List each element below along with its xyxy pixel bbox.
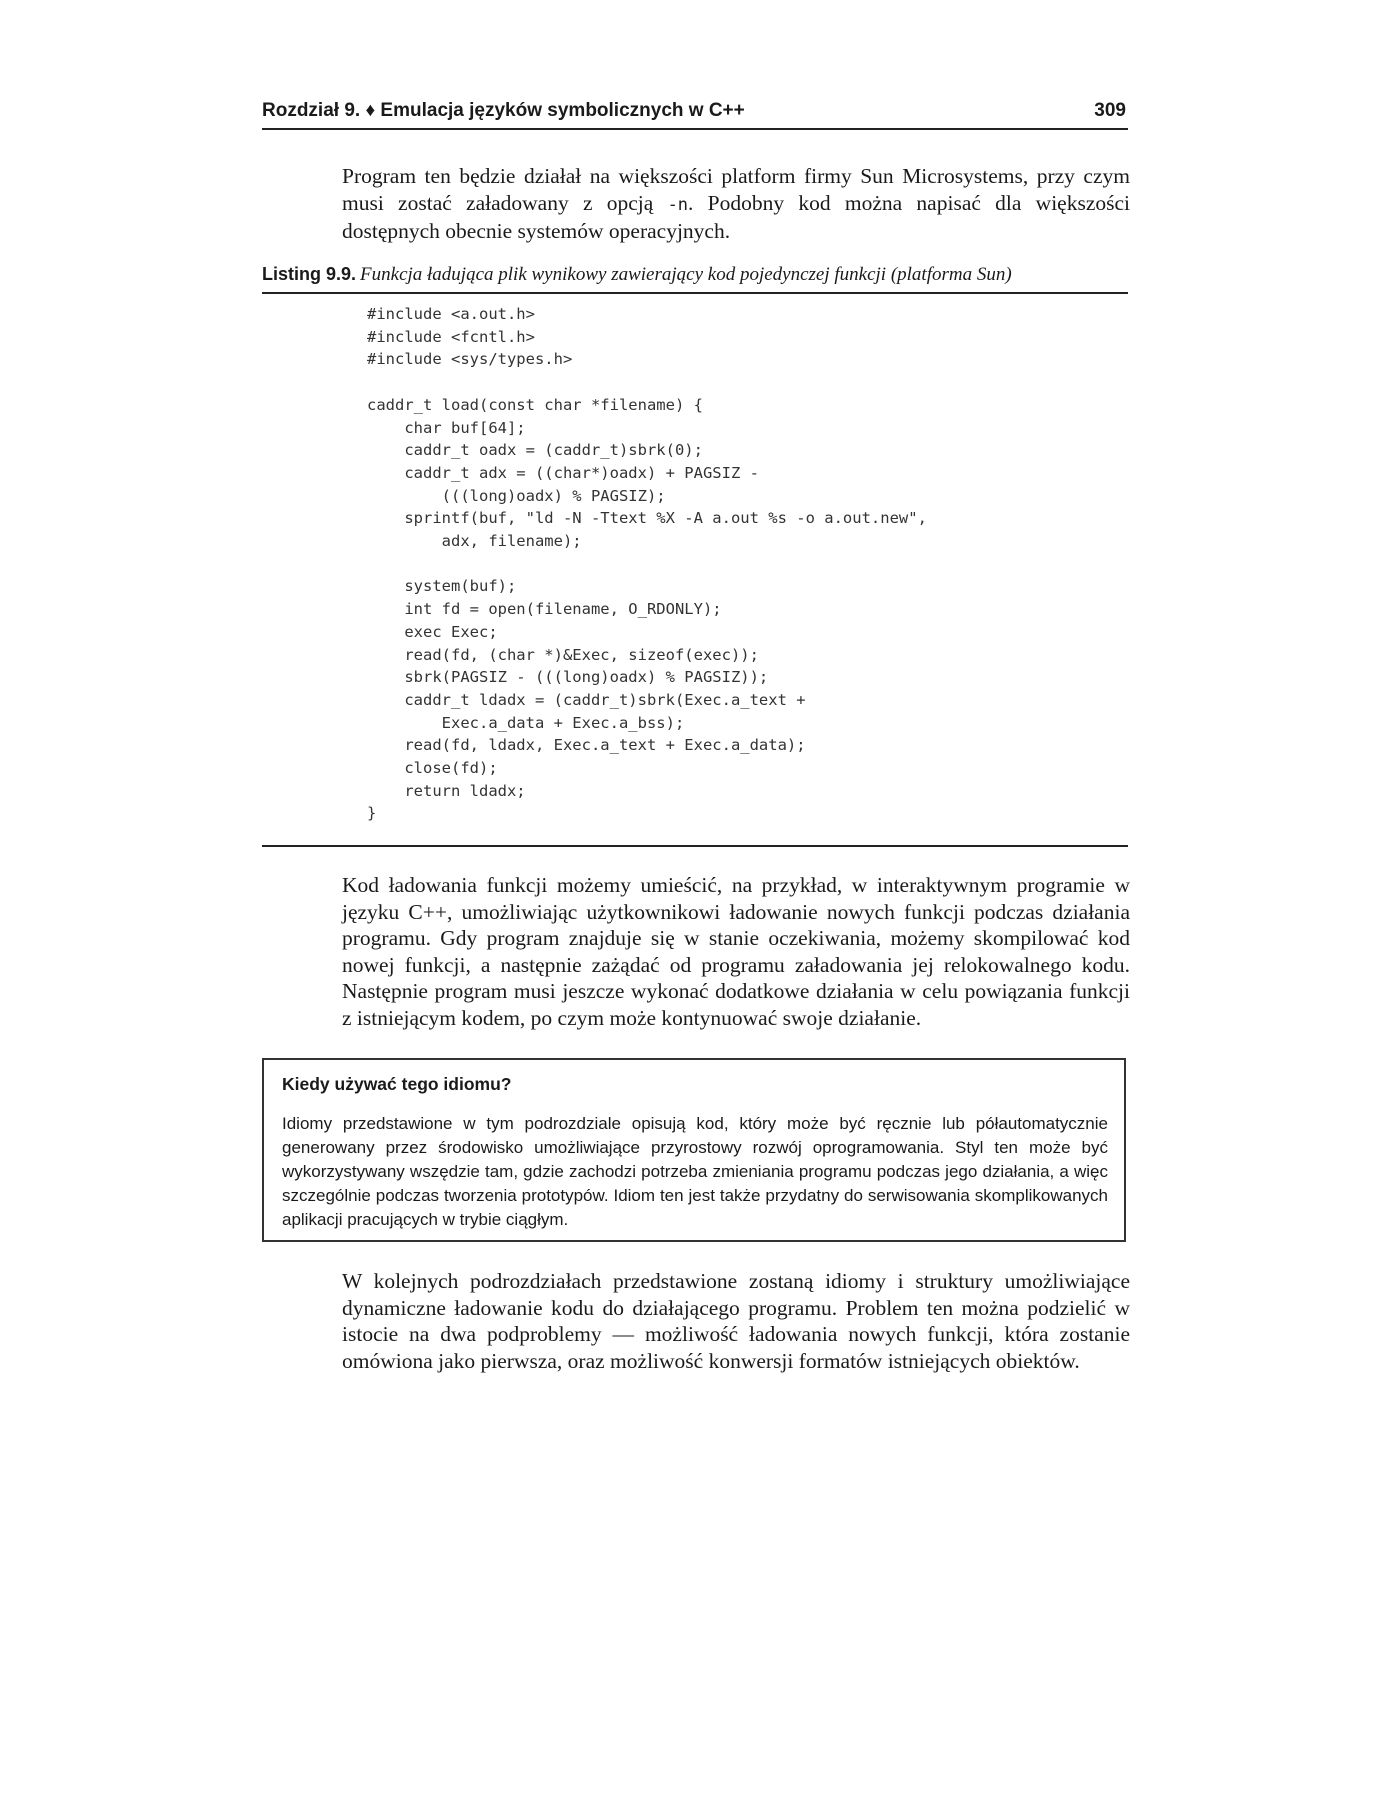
intro-option: -n bbox=[667, 194, 689, 215]
body-paragraph: Kod ładowania funkcji możemy umieścić, na przykład, w interaktywnym programie w języku C++, umożliwiając użytkownikowi ładowanie nowych funkcji podczas działania programu. Gdy program znajduje się w stanie oczekiwania, możemy skompilować kod nowej funkcji, a następnie zażądać od programu załadowania jej relokowalnego kodu. Następnie program musi jeszcze wykonać dodatkowe działania w celu powiązania funkcji z istniejącym kodem, po czym może kontynuować swoje działanie. bbox=[342, 873, 1130, 1030]
sidebar-text: Idiomy przedstawione w tym podrozdziale opisują kod, który może być ręcznie lub półautomatycznie generowany przez środowisko umożliwiające przyrostowy rozwój oprogramowania. Styl ten może być wykorzystywany wszędzie tam, gdzie zachodzi potrzeba zmieniania programu podczas jego działania, a więc szczególnie podczas tworzenia prototypów. Idiom ten jest także przydatny do serwisowania skomplikowanych aplikacji pracujących w trybie ciągłym. bbox=[282, 1114, 1108, 1229]
running-header bbox=[262, 98, 1128, 130]
intro-text-before: Program ten będzie działał na większości platform firmy Sun Microsystems, przy czym musi zostać załadowany z opcją bbox=[342, 164, 1130, 215]
listing-label: Listing 9.9. bbox=[262, 264, 357, 284]
chapter-title: Rozdział 9. ♦ Emulacja języków symbolicznych w C++ bbox=[262, 100, 745, 121]
listing-end-rule bbox=[262, 845, 1128, 847]
sidebar-title: Kiedy używać tego idiomu? bbox=[282, 1074, 512, 1094]
closing-paragraph: W kolejnych podrozdziałach przedstawione zostaną idiomy i struktury umożliwiające dynamiczne ładowanie kodu do działającego programu. Problem ten można podzielić w istocie na dwa podproblemy — możliwość ładowania nowych funkcji, która zostanie omówiona jako pierwsza, oraz możliwość konwersji formatów istniejących obiektów. bbox=[342, 1269, 1130, 1373]
intro-paragraph bbox=[342, 163, 1130, 245]
page-number: 309 bbox=[1094, 100, 1126, 121]
listing-title: Funkcja ładująca plik wynikowy zawierający kod pojedynczej funkcji (platforma Sun) bbox=[360, 264, 1012, 285]
listing-caption bbox=[262, 264, 1128, 294]
intro-text-after: . Podobny kod można napisać dla większości dostępnych obecnie systemów operacyjnych. bbox=[342, 190, 1130, 243]
idiom-sidebar bbox=[262, 1058, 1126, 1242]
code-listing: #include <a.out.h> #include <fcntl.h> #include <sys/types.h> caddr_t load(const char *filename) { char buf[64]; caddr_t oadx = (caddr_t)sbrk(0); caddr_t adx = ((char*)oadx) + PAGSIZ - (((long)oadx) % PAGSIZ); sprintf(buf, "ld -N -Ttext %X -A a.out %s -o a.out.new", adx, filename); system(buf); int fd = open(filename, O_RDONLY); exec Exec; read(fd, (char *)&Exec, sizeof(exec)); sbrk(PAGSIZ - (((long)oadx) % PAGSIZ)); caddr_t ldadx = (caddr_t)sbrk(Exec.a_text + Exec.a_data + Exec.a_bss); read(fd, ldadx, Exec.a_text + Exec.a_data); close(fd); return ldadx; } bbox=[367, 305, 927, 823]
